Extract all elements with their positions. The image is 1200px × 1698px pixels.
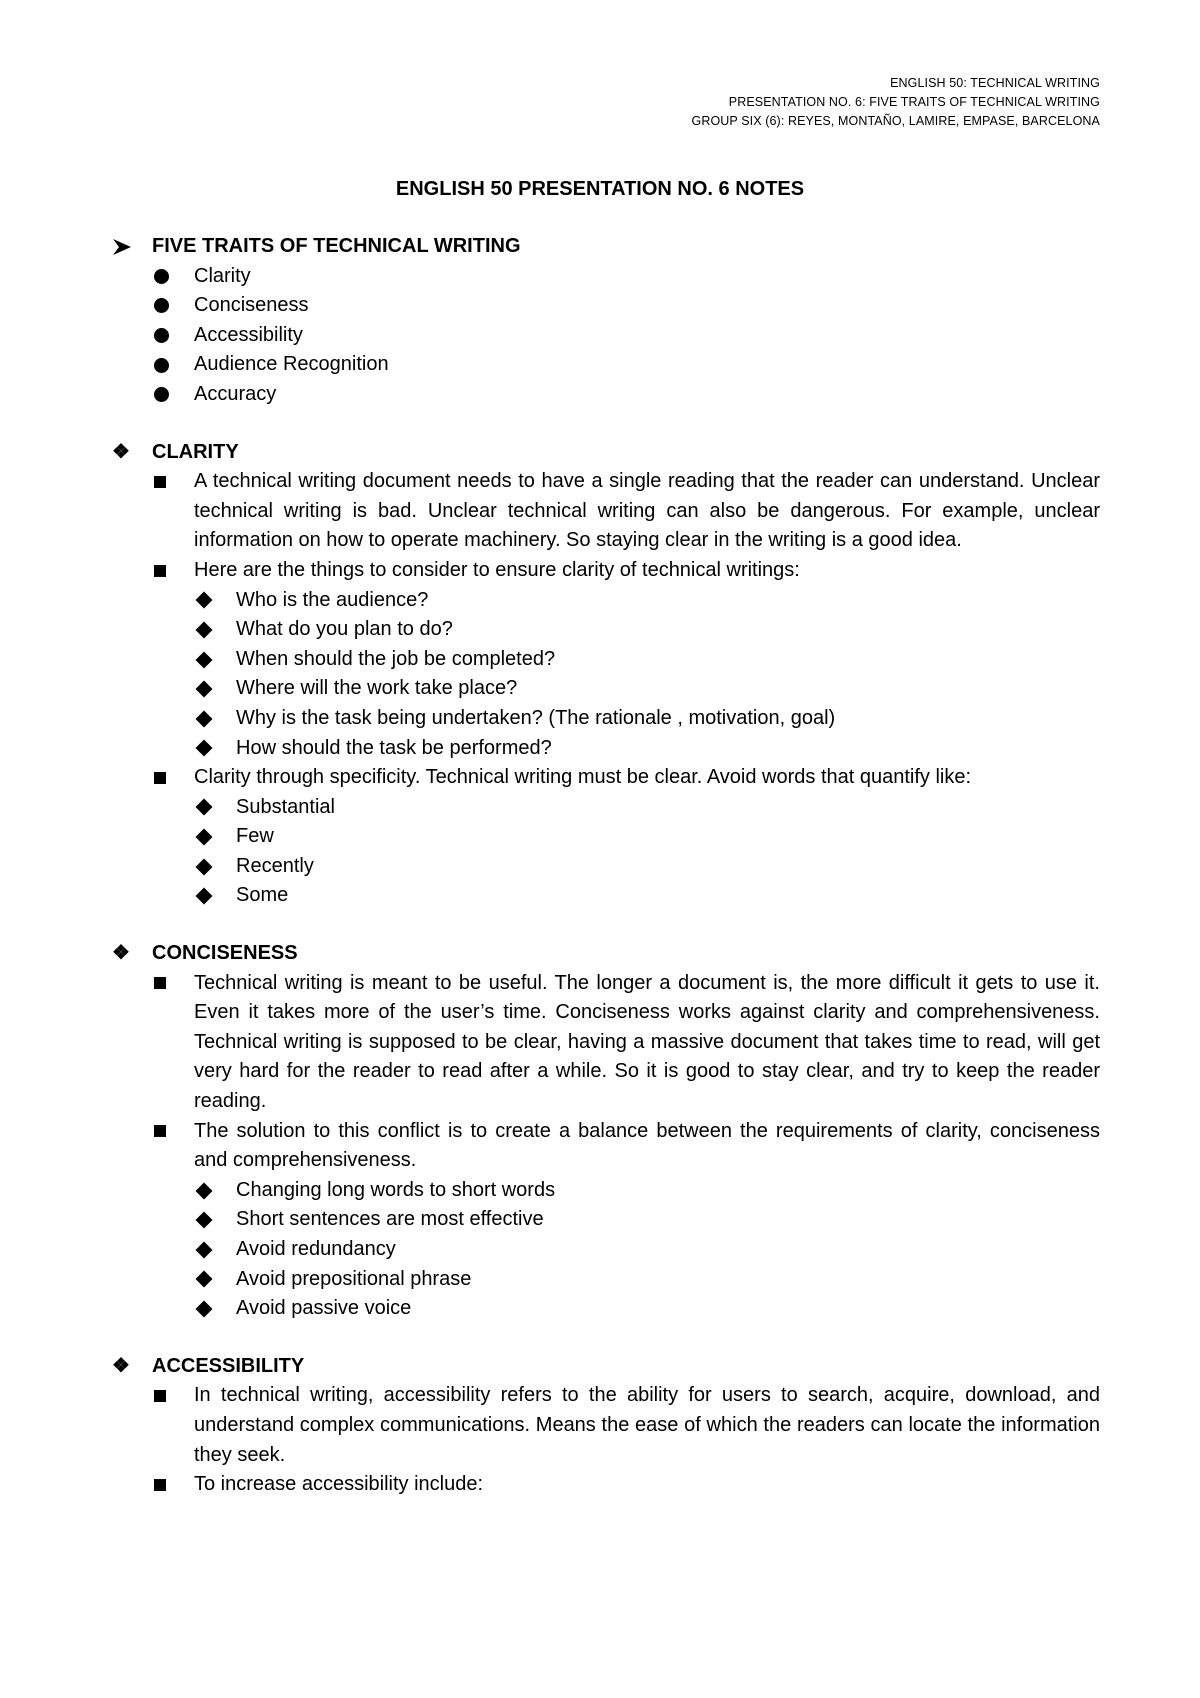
- header-group: GROUP SIX (6): REYES, MONTAÑO, LAMIRE, EMPASE, BARCELONA: [691, 114, 1100, 128]
- list-item: Who is the audience?: [112, 586, 1100, 616]
- paragraph-item: To increase accessibility include:: [112, 1470, 1100, 1500]
- list-item: Substantial: [112, 793, 1100, 823]
- accessibility-heading: ACCESSIBILITY: [152, 1354, 305, 1377]
- paragraph-item: In technical writing, accessibility refers to the ability for users to search, acquire, download, and understand complex communications. Means the ease of which the readers can locate the information they seek.: [112, 1381, 1100, 1470]
- filled-square-icon: [154, 565, 166, 577]
- list-item: Recently: [112, 852, 1100, 882]
- filled-diamond-icon: [196, 651, 213, 668]
- list-item: Few: [112, 822, 1100, 852]
- list-item: How should the task be performed?: [112, 734, 1100, 764]
- list-item: Clarity: [112, 262, 1100, 292]
- filled-diamond-icon: [196, 829, 213, 846]
- list-item: Accessibility: [112, 321, 1100, 351]
- list-item: What do you plan to do?: [112, 615, 1100, 645]
- paragraph-item: Technical writing is meant to be useful. The longer a document is, the more difficult it gets to use it. Even it takes more of the user’s time. Conciseness works against clarity and comprehensiveness. Technical writing is supposed to be clear, having a massive document that takes time to read, will get very hard for the reader to read after a while. So it is good to stay clear, and try to keep the reader reading.: [112, 969, 1100, 1117]
- filled-square-icon: [154, 977, 166, 989]
- filled-diamond-icon: [196, 858, 213, 875]
- document-body: [112, 232, 1100, 1500]
- filled-diamond-icon: [196, 710, 213, 727]
- clarity-heading: CLARITY: [152, 440, 239, 463]
- list-item: Avoid prepositional phrase: [112, 1265, 1100, 1295]
- traits-heading: FIVE TRAITS OF TECHNICAL WRITING: [152, 235, 521, 257]
- filled-diamond-icon: [196, 1300, 213, 1317]
- conciseness-heading: CONCISENESS: [152, 942, 298, 965]
- list-item: When should the job be completed?: [112, 645, 1100, 675]
- list-item: Why is the task being undertaken? (The rationale , motivation, goal): [112, 704, 1100, 734]
- filled-diamond-icon: [196, 740, 213, 757]
- list-item: Some: [112, 881, 1100, 911]
- accessibility-heading-row: [112, 1352, 1100, 1382]
- filled-diamond-icon: [196, 1212, 213, 1229]
- filled-square-icon: [154, 1125, 166, 1137]
- running-header: [692, 74, 1100, 131]
- clarity-heading-row: [112, 438, 1100, 468]
- filled-square-icon: [154, 1479, 166, 1491]
- list-item: Where will the work take place?: [112, 674, 1100, 704]
- header-course: ENGLISH 50: TECHNICAL WRITING: [890, 76, 1100, 90]
- filled-square-icon: [154, 772, 166, 784]
- filled-diamond-icon: [196, 799, 213, 816]
- paragraph-item: The solution to this conflict is to create a balance between the requirements of clarity, conciseness and comprehensiveness.: [112, 1117, 1100, 1176]
- filled-diamond-icon: [196, 592, 213, 609]
- conciseness-heading-row: [112, 939, 1100, 969]
- four-diamond-icon: ❖: [112, 440, 130, 463]
- paragraph-item: Clarity through specificity. Technical writing must be clear. Avoid words that quantify like:: [112, 763, 1100, 793]
- filled-circle-icon: [154, 269, 169, 284]
- filled-diamond-icon: [196, 681, 213, 698]
- filled-diamond-icon: [196, 1241, 213, 1258]
- list-item: Short sentences are most effective: [112, 1205, 1100, 1235]
- header-presentation: PRESENTATION NO. 6: FIVE TRAITS OF TECHNICAL WRITING: [728, 95, 1100, 109]
- filled-square-icon: [154, 476, 166, 488]
- filled-square-icon: [154, 1390, 166, 1402]
- filled-diamond-icon: [196, 621, 213, 638]
- filled-circle-icon: [154, 328, 169, 343]
- document-title: ENGLISH 50 PRESENTATION NO. 6 NOTES: [395, 178, 805, 200]
- arrowhead-icon: [112, 232, 132, 262]
- list-item: Audience Recognition: [112, 350, 1100, 380]
- paragraph-item: A technical writing document needs to have a single reading that the reader can understand. Unclear technical writing is bad. Unclear technical writing can also be dangerous. For example, unclear information on how to operate machinery. So staying clear in the writing is a good idea.: [112, 467, 1100, 556]
- paragraph-item: Here are the things to consider to ensure clarity of technical writings:: [112, 556, 1100, 586]
- list-item: Accuracy: [112, 380, 1100, 410]
- filled-diamond-icon: [196, 888, 213, 905]
- filled-diamond-icon: [196, 1271, 213, 1288]
- list-item: Conciseness: [112, 291, 1100, 321]
- filled-diamond-icon: [196, 1182, 213, 1199]
- list-item: Avoid passive voice: [112, 1294, 1100, 1324]
- filled-circle-icon: [154, 298, 169, 313]
- list-item: Changing long words to short words: [112, 1176, 1100, 1206]
- list-item: Avoid redundancy: [112, 1235, 1100, 1265]
- four-diamond-icon: ❖: [112, 1354, 130, 1377]
- filled-circle-icon: [154, 358, 169, 373]
- traits-heading-row: [112, 232, 1100, 262]
- four-diamond-icon: ❖: [112, 942, 130, 965]
- filled-circle-icon: [154, 387, 169, 402]
